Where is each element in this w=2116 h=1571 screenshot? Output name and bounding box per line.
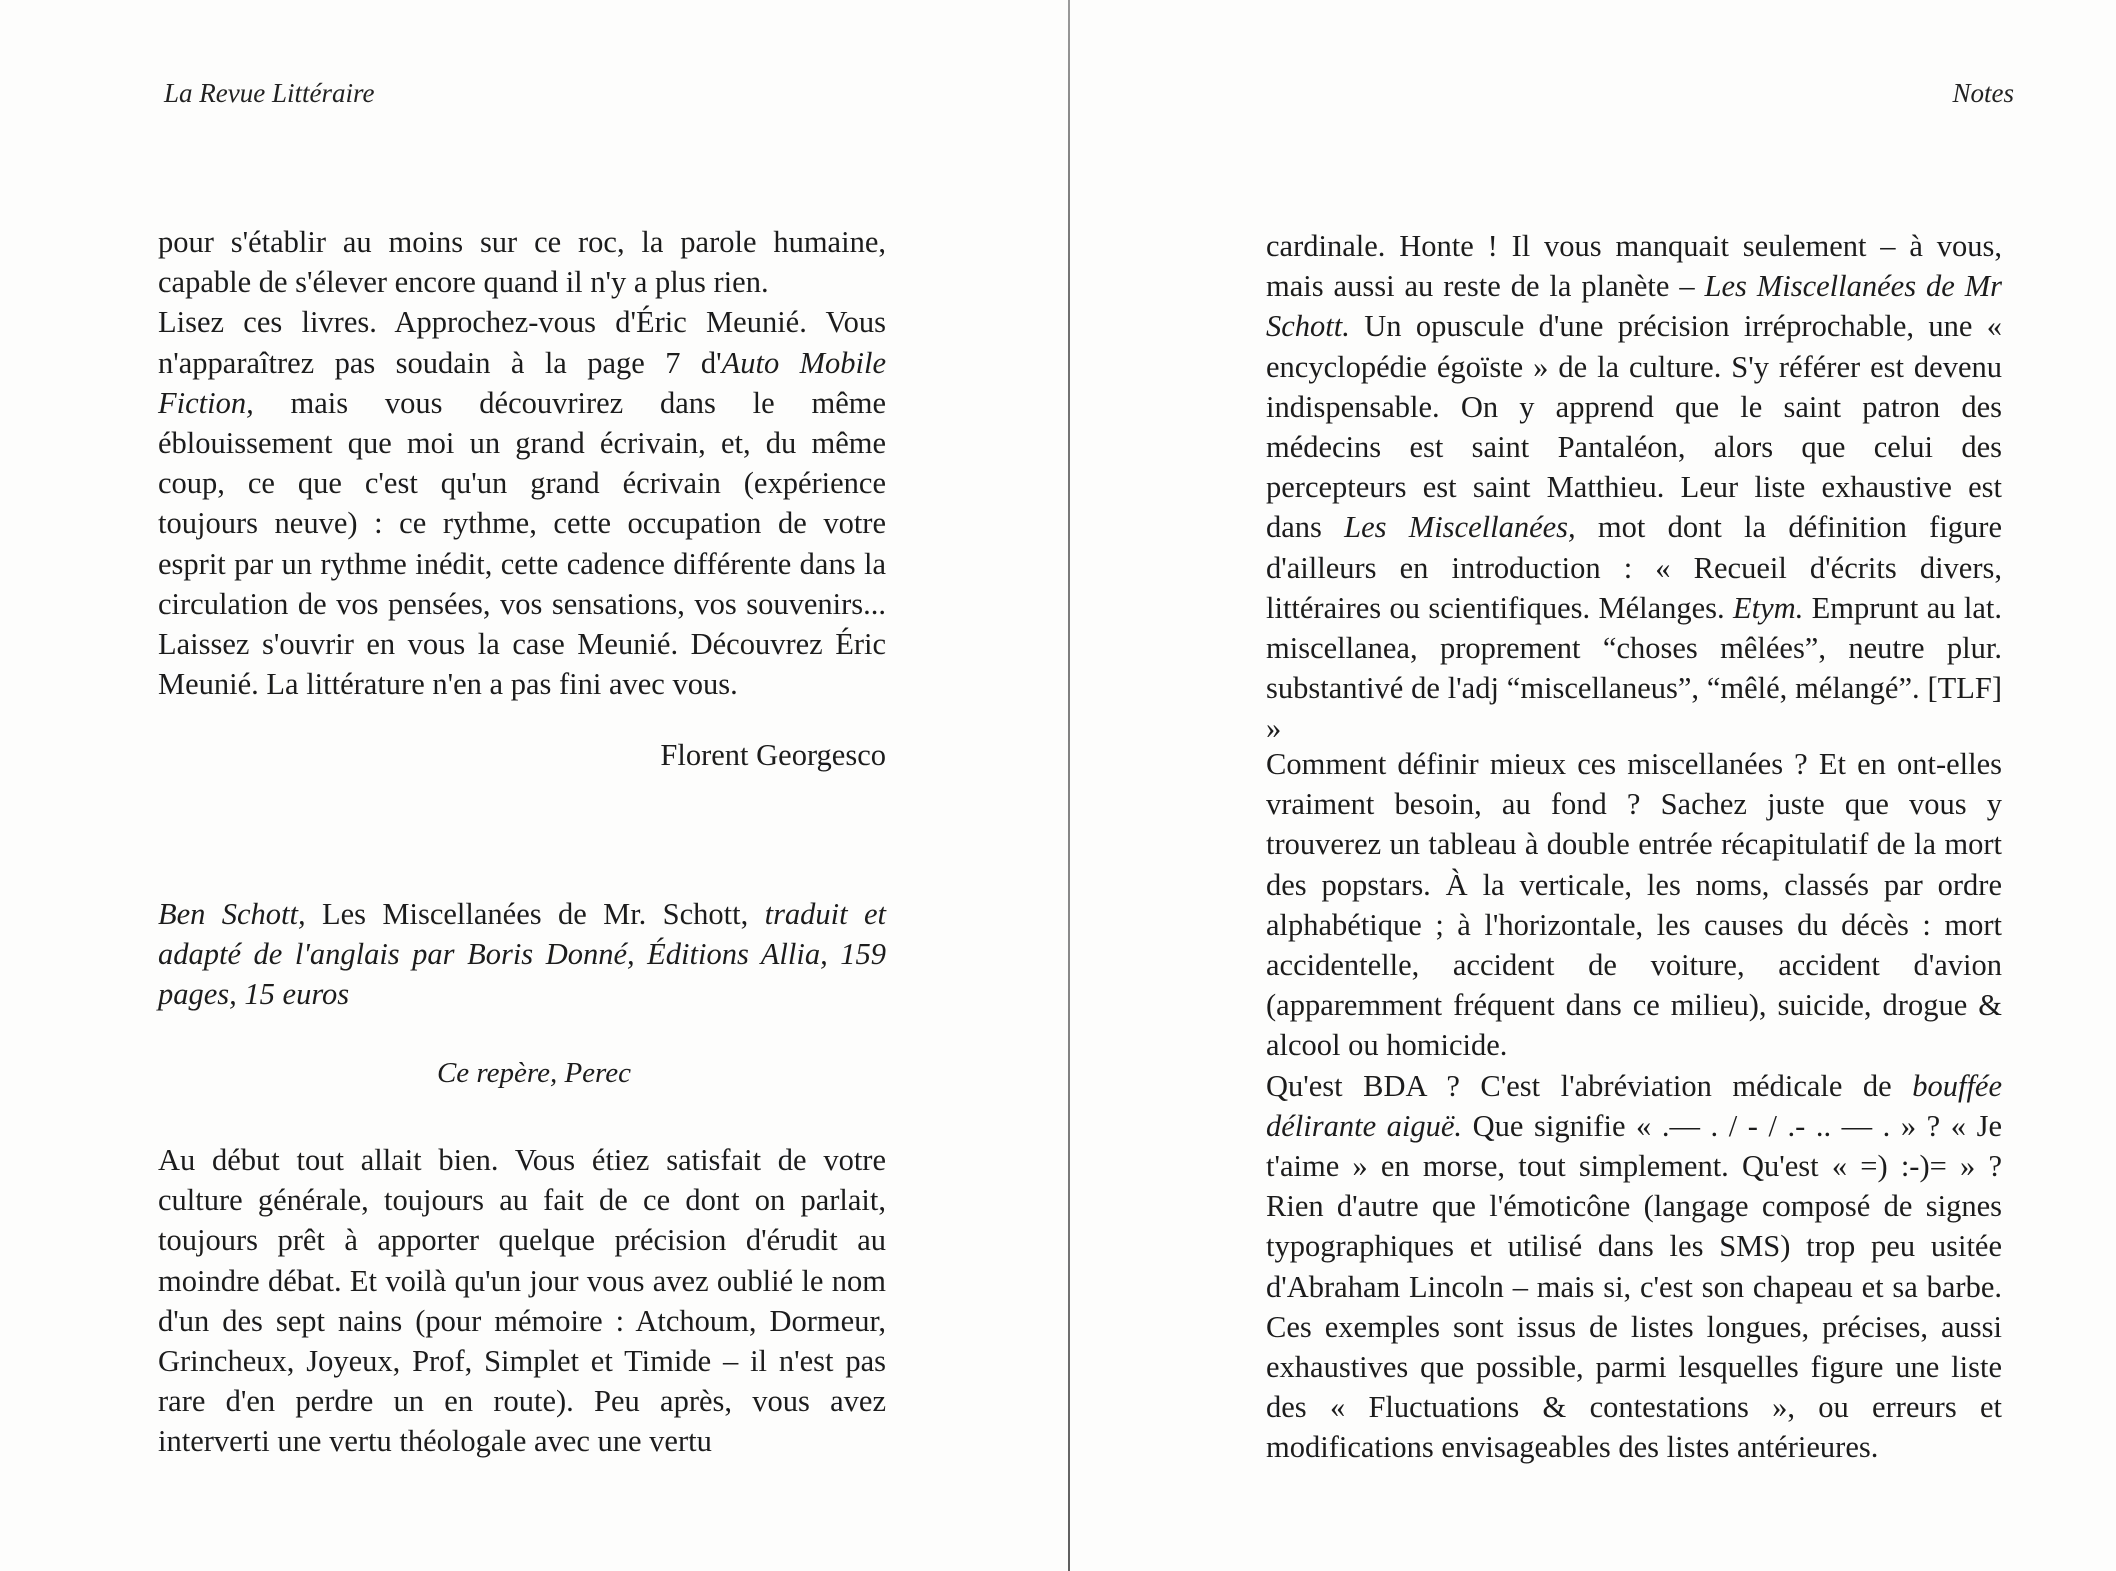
book-title: Les Miscellanées de Mr Schott.: [1266, 269, 2002, 344]
running-head-right: Notes: [1952, 78, 2014, 108]
book-title: Les Miscellanées,: [1344, 510, 1576, 545]
section-title: Ce repère, Perec: [436, 1057, 632, 1089]
right-page: [1070, 0, 2116, 1571]
paragraph-bda: [1266, 1066, 2002, 1468]
biblio-title: Les Miscellanées de Mr. Schott,: [305, 897, 765, 931]
paragraph-text: Emprunt au lat. miscellanea, proprement “choses mêlées”, neutre plur. substantivé de l'adj “miscellaneus”, “mêlé, mélangé”. [TLF] »: [1266, 590, 2002, 746]
paragraph-text: cardinale. Honte ! Il vous manquait seulement – à vous, mais aussi au reste de la planète –: [1266, 229, 2002, 304]
paragraph-text: Lisez ces livres. Approchez-vous d'Éric Meunié. Vous n'apparaîtrez pas soudain à la page 7 d': [158, 305, 886, 380]
paragraph-miscellanees: [1266, 226, 2002, 749]
paragraph-seven-dwarfs: Au début tout allait bien. Vous étiez satisfait de votre culture générale, toujours au fait de ce dont on parlait, toujours prêt à apporter quelque précision d'érudit au moindre débat. Et voilà qu'un jour vous avez oublié le nom d'un des sept nains (pour mémoire : Atchoum, Dormeur, Grincheux, Joyeux, Prof, Simplet et Timide – il n'est pas rare d'en perdre un en route). Peu après, vous avez interverti une vertu théologale avec une vertu: [158, 1143, 886, 1459]
right-text-block-2: [1266, 744, 2002, 1468]
running-head-left: La Revue Littéraire: [164, 78, 375, 108]
paragraph-continuation: pour s'établir au moins sur ce roc, la parole humaine, capable de s'élever encore quand il n'y a plus rien.: [158, 225, 886, 300]
paragraph-popstars: Comment définir mieux ces miscellanées ? Et en ont-elles vraiment besoin, au fond ? Sachez juste que vous y trouverez un tableau à double entrée récapitulatif de la mort des popstars. À la verticale, les noms, classés par ordre alphabétique ; à l'horizontale, les causes du décès : mort accidentelle, accident de voiture, accident d'avion (apparemment fréquent dans ce milieu), suicide, drogue & alcool ou homicide.: [1266, 747, 2002, 1063]
paragraph-text: Un opuscule d'une précision irréprochable, une « encyclopédie égoïste » de la culture. S'y référer est devenu indispensable. On y apprend que le saint patron des médecins est saint Pantaléon, alors que celui des percepteurs est saint Matthieu. Leur liste exhaustive est dans: [1266, 309, 2002, 545]
biblio-details: traduit et adapté de l'anglais par Boris Donné, Éditions Allia, 159 pages, 15 euros: [158, 897, 886, 1012]
paragraph-text: Qu'est BDA ? C'est l'abréviation médicale de: [1266, 1068, 1913, 1103]
bibliographic-reference: [158, 894, 886, 1015]
left-text-block-2: [158, 1140, 886, 1462]
etym-abbrev: Etym.: [1733, 590, 1804, 625]
paragraph-read-these-books: [158, 302, 886, 704]
left-text-block: [158, 222, 886, 704]
author-signature: Florent Georgesco: [660, 738, 886, 772]
biblio-author: Ben Schott,: [158, 897, 306, 931]
emphasis-text: bouffée délirante aiguë.: [1266, 1068, 2002, 1143]
paragraph-text: Que signifie « .— . / - / .- .. — . » ? « Je t'aime » en morse, tout simplement. Qu'est « =) :-)= » ? Rien d'autre que l'émoticône (langage composé de signes typographiques et utilisé dans les SMS) trop peu usitée d'Abraham Lincoln – mais si, c'est son chapeau et sa barbe. Ces exemples sont issus de listes longues, précises, aussi exhaustives que possible, parmi lesquelles figure une liste des « Fluctuations & contestations », ou erreurs et modifications envisageables des listes antérieures.: [1266, 1108, 2002, 1465]
paragraph-text: mot dont la définition figure d'ailleurs en introduction : « Recueil d'écrits divers, littéraires ou scientifiques. Mélanges.: [1266, 510, 2002, 625]
right-text-block: [1266, 226, 2002, 749]
paragraph-text: mais vous découvrirez dans le même éblouissement que moi un grand écrivain, et, du même coup, ce que c'est qu'un grand écrivain (expérience toujours neuve) : ce rythme, cette occupation de votre esprit par un rythme inédit, cette cadence différente dans la circulation de vos pensées, vos sensations, vos souvenirs... Laissez s'ouvrir en vous la case Meunié. Découvrez Éric Meunié. La littérature n'en a pas fini avec vous.: [158, 385, 886, 702]
book-title: Auto Mobile Fiction,: [158, 345, 886, 420]
